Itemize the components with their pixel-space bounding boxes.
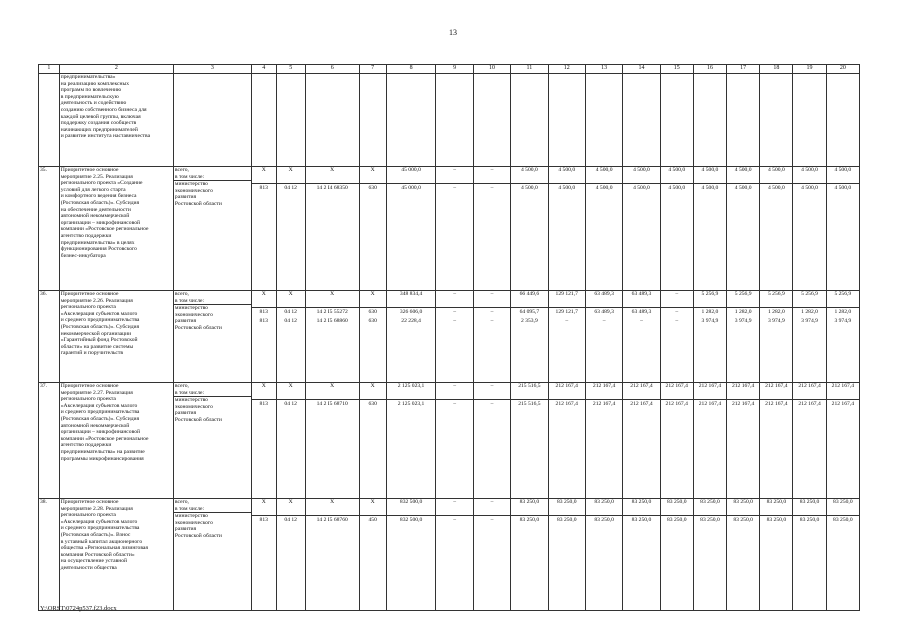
table-row xyxy=(39,167,860,291)
value-line: 4 500,0 xyxy=(623,167,659,184)
value-line: 5 256,9 xyxy=(727,291,759,308)
column-header-19: 19 xyxy=(793,65,826,74)
column-header-12: 12 xyxy=(548,65,585,74)
value-cell-c14 xyxy=(623,167,660,291)
column-header-1: 1 xyxy=(39,65,60,74)
file-path-footer: Y:\ORST\0724p537.f23.docx xyxy=(40,605,117,612)
row-number-text: 36. xyxy=(40,291,47,297)
value-cell-c9 xyxy=(436,499,473,611)
value-cell-c13 xyxy=(585,167,622,291)
value-cell-c17 xyxy=(727,291,760,383)
value-line: 04 12 xyxy=(284,517,297,523)
value-line: – xyxy=(474,167,510,184)
value-line: – xyxy=(490,401,494,407)
value-cell-c7 xyxy=(359,291,386,383)
value-line: 4 500,0 xyxy=(633,185,650,191)
row-number xyxy=(39,291,60,383)
value-cell-c14 xyxy=(623,499,660,611)
value-line: 14 2 I5 68760 xyxy=(316,517,348,523)
value-cell-c11 xyxy=(511,383,548,499)
value-line: – xyxy=(490,517,494,523)
value-line: 813 xyxy=(259,309,268,315)
value-cell-c5 xyxy=(276,167,305,291)
value-cell-c20 xyxy=(826,167,859,291)
cell-col-11 xyxy=(511,74,548,167)
value-cell-c14 xyxy=(623,291,660,383)
value-line: 83 250,0 xyxy=(694,499,726,516)
value-line: 630 xyxy=(368,309,377,315)
value-cell-c13 xyxy=(585,291,622,383)
value-cell-c16 xyxy=(693,291,726,383)
value-line: 813 xyxy=(259,401,268,407)
value-cell-c5 xyxy=(276,499,305,611)
value-cell-c7 xyxy=(359,499,386,611)
value-line: 4 500,0 xyxy=(793,167,825,184)
column-header-6: 6 xyxy=(305,65,359,74)
value-line: 212 167,4 xyxy=(765,401,788,407)
value-line: 1 282,0 xyxy=(767,309,785,315)
value-line: – xyxy=(436,383,472,400)
value-cell-c16 xyxy=(693,499,726,611)
value-line: 2 125 023,1 xyxy=(387,383,436,400)
value-cell-c8 xyxy=(386,291,436,383)
value-cell-c16 xyxy=(693,383,726,499)
value-line: 64 095,7 xyxy=(519,309,540,315)
table-row xyxy=(39,291,860,383)
cell-col-9 xyxy=(436,74,473,167)
value-line: 04 12 xyxy=(284,401,297,407)
row-number-text: 35. xyxy=(40,167,47,173)
value-cell-c18 xyxy=(760,167,793,291)
value-line: 4 500,0 xyxy=(767,185,785,191)
value-line: 212 167,4 xyxy=(630,401,653,407)
value-cell-c10 xyxy=(473,167,510,291)
value-line: – xyxy=(453,185,457,191)
value-cell-c10 xyxy=(473,291,510,383)
value-line: X xyxy=(306,383,359,400)
column-header-4: 4 xyxy=(251,65,276,74)
cell-col-16 xyxy=(693,74,726,167)
value-cell-c8 xyxy=(386,167,436,291)
row-number xyxy=(39,74,60,167)
value-line: 63 489,3 xyxy=(623,291,659,308)
value-line: 63 489,3 xyxy=(586,291,622,308)
value-line: 5 256,9 xyxy=(694,291,726,308)
value-line: X xyxy=(360,499,386,516)
value-line: 212 167,4 xyxy=(586,383,622,400)
value-line: X xyxy=(360,291,386,308)
value-line: 630 xyxy=(368,185,377,191)
value-line: X xyxy=(277,383,305,400)
value-line: 14 2 I5 68710 xyxy=(316,401,348,407)
executor-line: министерство экономического развития Ростовской области xyxy=(174,513,222,539)
value-line: 129 121,7 xyxy=(555,309,578,315)
value-line: 212 167,4 xyxy=(793,383,825,400)
value-line: – xyxy=(490,185,494,191)
value-line: 83 250,0 xyxy=(623,499,659,516)
value-cell-c15 xyxy=(660,383,693,499)
value-cell-c6 xyxy=(305,499,359,611)
value-cell-c18 xyxy=(760,383,793,499)
value-line: 4 500,0 xyxy=(511,167,547,184)
value-line: – xyxy=(602,318,606,324)
row-number xyxy=(39,167,60,291)
value-line: – xyxy=(490,318,494,324)
value-line: 4 500,0 xyxy=(727,167,759,184)
value-line: 4 500,0 xyxy=(701,185,719,191)
value-line: 630 xyxy=(368,318,377,324)
value-line: X xyxy=(306,167,359,184)
executor-line: министерство экономического развития Ростовской области xyxy=(174,397,222,423)
value-cell-c7 xyxy=(359,167,386,291)
value-line: 4 500,0 xyxy=(661,167,693,184)
value-cell-c5 xyxy=(276,291,305,383)
value-line: 63 489,3 xyxy=(631,309,652,315)
measure-name-text: Приоритетное основное мероприятие 2.27. Реализация регионального проекта «Акселерация субъектов малого и среднего предпринимательства (Ростовская область)». Субсидия автономной некоммерческой организации – микрофинансовой компании «Ростовское региональное агентство поддержки предпринимательства» на развитие программы микрофинансирования xyxy=(60,383,149,462)
value-line: 83 250,0 xyxy=(733,517,753,523)
value-line: 4 500,0 xyxy=(549,167,585,184)
column-header-7: 7 xyxy=(359,65,386,74)
value-line: 5 256,9 xyxy=(827,291,859,308)
value-cell-c17 xyxy=(727,167,760,291)
value-line: 813 xyxy=(259,318,268,324)
value-line: – xyxy=(490,309,494,315)
value-line: X xyxy=(252,291,276,308)
value-cell-c12 xyxy=(548,167,585,291)
value-cell-c19 xyxy=(793,291,826,383)
value-line: 212 167,4 xyxy=(831,401,855,407)
value-line: 212 167,4 xyxy=(592,401,616,407)
value-cell-c17 xyxy=(727,383,760,499)
value-cell-c6 xyxy=(305,383,359,499)
value-line: – xyxy=(565,318,569,324)
value-line: 212 167,4 xyxy=(623,383,659,400)
value-line: 630 xyxy=(368,401,377,407)
cell-col-19 xyxy=(793,74,826,167)
value-cell-c17 xyxy=(727,499,760,611)
value-cell-c19 xyxy=(793,383,826,499)
value-cell-c8 xyxy=(386,383,436,499)
value-line: 04 12 xyxy=(284,318,297,324)
value-line: 83 250,0 xyxy=(793,499,825,516)
value-line: – xyxy=(675,318,679,324)
budget-table xyxy=(38,64,860,611)
value-cell-c15 xyxy=(660,167,693,291)
value-line: 04 12 xyxy=(284,185,297,191)
column-header-row xyxy=(39,65,860,74)
value-line: 4 500,0 xyxy=(801,185,818,191)
value-line: 212 167,4 xyxy=(731,401,755,407)
page-number: 13 xyxy=(449,28,457,37)
value-line: 1 282,0 xyxy=(801,309,818,315)
column-header-15: 15 xyxy=(660,65,693,74)
value-line: 83 250,0 xyxy=(799,517,820,523)
value-line: 4 500,0 xyxy=(827,167,859,184)
cell-col-12 xyxy=(548,74,585,167)
value-line: 04 12 xyxy=(284,309,297,315)
executor-line: всего, в том числе: xyxy=(174,383,251,397)
executor-cell xyxy=(173,291,251,383)
value-line: 14 2 I4 68350 xyxy=(316,185,348,191)
column-header-14: 14 xyxy=(623,65,660,74)
value-line: 4 500,0 xyxy=(586,167,622,184)
value-line: 45 000,0 xyxy=(401,185,421,191)
value-line: X xyxy=(277,167,305,184)
value-line: 4 500,0 xyxy=(760,167,792,184)
executor-cell xyxy=(173,167,251,291)
value-line: X xyxy=(306,291,359,308)
value-line: 212 167,4 xyxy=(665,401,688,407)
value-line: 83 250,0 xyxy=(666,517,687,523)
value-line: 4 500,0 xyxy=(558,185,576,191)
value-line: 83 250,0 xyxy=(727,499,759,516)
value-line: – xyxy=(474,383,510,400)
value-cell-c4 xyxy=(251,167,276,291)
column-header-10: 10 xyxy=(473,65,510,74)
value-line: 3 974,9 xyxy=(801,318,818,324)
executor-cell xyxy=(173,499,251,611)
value-cell-c10 xyxy=(473,383,510,499)
value-line: – xyxy=(453,318,457,324)
executor-line: всего, в том числе: xyxy=(174,499,251,513)
value-line: – xyxy=(675,309,679,315)
value-line: 212 167,4 xyxy=(694,383,726,400)
value-line: 3 974,9 xyxy=(734,318,752,324)
value-line: 14 2 I5 68860 xyxy=(316,318,348,324)
value-cell-c11 xyxy=(511,167,548,291)
cell-col-20 xyxy=(826,74,859,167)
value-line: – xyxy=(453,309,457,315)
value-line: 83 250,0 xyxy=(549,499,585,516)
column-header-17: 17 xyxy=(727,65,760,74)
value-line: 83 250,0 xyxy=(833,517,853,523)
cell-col-8 xyxy=(386,74,436,167)
value-line: 2 353,9 xyxy=(520,318,538,324)
value-line: 83 250,0 xyxy=(556,517,577,523)
value-cell-c20 xyxy=(826,291,859,383)
value-line: – xyxy=(453,517,457,523)
value-cell-c9 xyxy=(436,383,473,499)
measure-name xyxy=(59,74,173,167)
value-cell-c12 xyxy=(548,383,585,499)
table-row xyxy=(39,383,860,499)
column-header-2: 2 xyxy=(59,65,173,74)
value-line: 215 516,5 xyxy=(511,383,547,400)
value-cell-c16 xyxy=(693,167,726,291)
value-cell-c12 xyxy=(548,499,585,611)
measure-name xyxy=(59,167,173,291)
value-line: 326 606,0 xyxy=(399,309,423,315)
value-line: X xyxy=(252,499,276,516)
value-line: 212 167,4 xyxy=(727,383,759,400)
value-line: 212 167,4 xyxy=(698,401,722,407)
value-line: 4 500,0 xyxy=(734,185,752,191)
value-line: 83 250,0 xyxy=(511,499,547,516)
column-header-5: 5 xyxy=(276,65,305,74)
value-cell-c5 xyxy=(276,383,305,499)
value-line: 215 516,5 xyxy=(518,401,541,407)
value-cell-c4 xyxy=(251,291,276,383)
value-line: 83 250,0 xyxy=(594,517,614,523)
value-line: 83 250,0 xyxy=(760,499,792,516)
value-line: 63 489,3 xyxy=(594,309,614,315)
value-line: 212 167,4 xyxy=(798,401,821,407)
row-number xyxy=(39,499,60,611)
value-line: 83 250,0 xyxy=(631,517,652,523)
value-line: 4 500,0 xyxy=(520,185,538,191)
row-number xyxy=(39,383,60,499)
value-line: X xyxy=(360,383,386,400)
value-cell-c10 xyxy=(473,499,510,611)
value-line: 3 974,9 xyxy=(767,318,785,324)
value-line: 83 250,0 xyxy=(586,499,622,516)
column-header-3: 3 xyxy=(173,65,251,74)
value-cell-c8 xyxy=(386,499,436,611)
value-line: X xyxy=(252,383,276,400)
value-cell-c9 xyxy=(436,167,473,291)
value-line: X xyxy=(277,499,305,516)
column-header-13: 13 xyxy=(585,65,622,74)
cell-col-14 xyxy=(623,74,660,167)
cell-col-3 xyxy=(173,74,251,167)
value-line: 83 250,0 xyxy=(827,499,859,516)
value-line: 83 250,0 xyxy=(519,517,540,523)
value-line: – xyxy=(453,401,457,407)
value-line: 3 974,9 xyxy=(701,318,719,324)
value-line: 4 500,0 xyxy=(834,185,852,191)
column-header-16: 16 xyxy=(693,65,726,74)
value-line: 813 xyxy=(259,185,268,191)
value-line: – xyxy=(436,499,472,516)
cell-col-6 xyxy=(305,74,359,167)
value-line: 832 500,0 xyxy=(387,499,436,516)
table-row-continuation xyxy=(39,74,860,167)
value-line: – xyxy=(661,291,693,308)
measure-name-text: Приоритетное основное мероприятие 2.26. Реализация регионального проекта «Акселерация субъектов малого и среднего предпринимательства (Ростовская область)». Субсидия некоммерческой организации «Гарантийный фонд Ростовской области» на развитие системы гарантий и поручительств xyxy=(60,291,140,357)
cell-col-4 xyxy=(251,74,276,167)
row-number-text: 37. xyxy=(40,383,47,389)
column-header-9: 9 xyxy=(436,65,473,74)
value-line: 2 125 023,1 xyxy=(397,401,425,407)
value-line: – xyxy=(474,291,510,308)
value-cell-c6 xyxy=(305,167,359,291)
cell-col-5 xyxy=(276,74,305,167)
value-line: 1 282,0 xyxy=(834,309,852,315)
value-line: X xyxy=(360,167,386,184)
cell-col-13 xyxy=(585,74,622,167)
cell-col-18 xyxy=(760,74,793,167)
value-line: 45 000,0 xyxy=(387,167,436,184)
value-line: 1 282,0 xyxy=(701,309,719,315)
value-line: 129 121,7 xyxy=(549,291,585,308)
value-line: 832 500,0 xyxy=(399,517,423,523)
value-line: – xyxy=(436,291,472,308)
value-line: 1 282,0 xyxy=(734,309,752,315)
cell-col-7 xyxy=(359,74,386,167)
value-line: 83 250,0 xyxy=(766,517,787,523)
value-line: 212 167,4 xyxy=(827,383,859,400)
executor-line: министерство экономического развития Ростовской области xyxy=(174,305,222,331)
value-line: 348 834,4 xyxy=(387,291,436,308)
value-cell-c19 xyxy=(793,499,826,611)
row-number-text: 38. xyxy=(40,499,47,505)
table-row xyxy=(39,499,860,611)
value-line: 813 xyxy=(259,517,268,523)
value-line: 450 xyxy=(368,517,377,523)
value-cell-c7 xyxy=(359,383,386,499)
value-line: – xyxy=(474,499,510,516)
measure-name-text: Приоритетное основное мероприятие 2.28. Реализация регионального проекта «Акселерация субъектов малого и среднего предпринимательства (Ростовская область)». Взнос в уставный капитал акционерного общества «Региональная лизинговая компания Ростовской области» на осуществление уставной деятельности общества xyxy=(60,499,148,571)
column-header-11: 11 xyxy=(511,65,548,74)
value-line: 66 449,6 xyxy=(511,291,547,308)
value-cell-c19 xyxy=(793,167,826,291)
value-line: 4 500,0 xyxy=(668,185,686,191)
value-line: 212 167,4 xyxy=(555,401,578,407)
value-line: 212 167,4 xyxy=(760,383,792,400)
measure-name xyxy=(59,499,173,611)
measure-name-text: Приоритетное основное мероприятие 2.25. Реализация регионального проекта «Создание условий для легкого старта и комфортного ведения бизнеса (Ростовская область)». Субсидия на обеспечение деятельности автономной некоммерческой организации – микрофинансовой компании «Ростовское региональное агентство поддержки предпринимательства» в целях функционирования Ростовского бизнес-инкубатора xyxy=(60,167,149,259)
value-line: X xyxy=(252,167,276,184)
value-cell-c20 xyxy=(826,383,859,499)
value-line: – xyxy=(640,318,643,324)
value-cell-c9 xyxy=(436,291,473,383)
column-header-18: 18 xyxy=(760,65,793,74)
value-cell-c4 xyxy=(251,383,276,499)
value-cell-c6 xyxy=(305,291,359,383)
value-line: 83 250,0 xyxy=(661,499,693,516)
value-line: 83 250,0 xyxy=(700,517,720,523)
cell-col-17 xyxy=(727,74,760,167)
value-line: 212 167,4 xyxy=(549,383,585,400)
value-cell-c12 xyxy=(548,291,585,383)
value-line: 14 2 I5 55272 xyxy=(316,309,348,315)
value-cell-c14 xyxy=(623,383,660,499)
value-cell-c11 xyxy=(511,291,548,383)
executor-line: министерство экономического развития Ростовской области xyxy=(174,181,222,207)
value-cell-c18 xyxy=(760,499,793,611)
value-cell-c15 xyxy=(660,291,693,383)
value-line: 4 500,0 xyxy=(595,185,613,191)
value-line: 212 167,4 xyxy=(661,383,693,400)
value-line: 5 256,9 xyxy=(793,291,825,308)
executor-line: всего, в том числе: xyxy=(174,291,251,305)
column-header-20: 20 xyxy=(826,65,859,74)
measure-name xyxy=(59,383,173,499)
measure-name xyxy=(59,291,173,383)
column-header-8: 8 xyxy=(386,65,436,74)
value-line: X xyxy=(306,499,359,516)
value-cell-c13 xyxy=(585,383,622,499)
value-cell-c15 xyxy=(660,499,693,611)
cell-col-15 xyxy=(660,74,693,167)
cell-col-10 xyxy=(473,74,510,167)
executor-line: всего, в том числе: xyxy=(174,167,251,181)
value-line: 5 256,9 xyxy=(760,291,792,308)
value-line: – xyxy=(436,167,472,184)
value-cell-c11 xyxy=(511,499,548,611)
value-line: 4 500,0 xyxy=(694,167,726,184)
measure-name-text: предпринимательства» на реализацию комплексных программ по вовлечению в предпринимательскую деятельность и содействию созданию собственного бизнеса для каждой целевой группы, включая поддержку создания сообществ начинающих предпринимателей и развитие института наставничества xyxy=(60,74,151,140)
value-cell-c20 xyxy=(826,499,859,611)
executor-cell xyxy=(173,383,251,499)
value-line: 22 228,4 xyxy=(401,318,421,324)
value-cell-c4 xyxy=(251,499,276,611)
value-cell-c18 xyxy=(760,291,793,383)
value-cell-c13 xyxy=(585,499,622,611)
value-line: 3 974,9 xyxy=(834,318,852,324)
value-line: X xyxy=(277,291,305,308)
